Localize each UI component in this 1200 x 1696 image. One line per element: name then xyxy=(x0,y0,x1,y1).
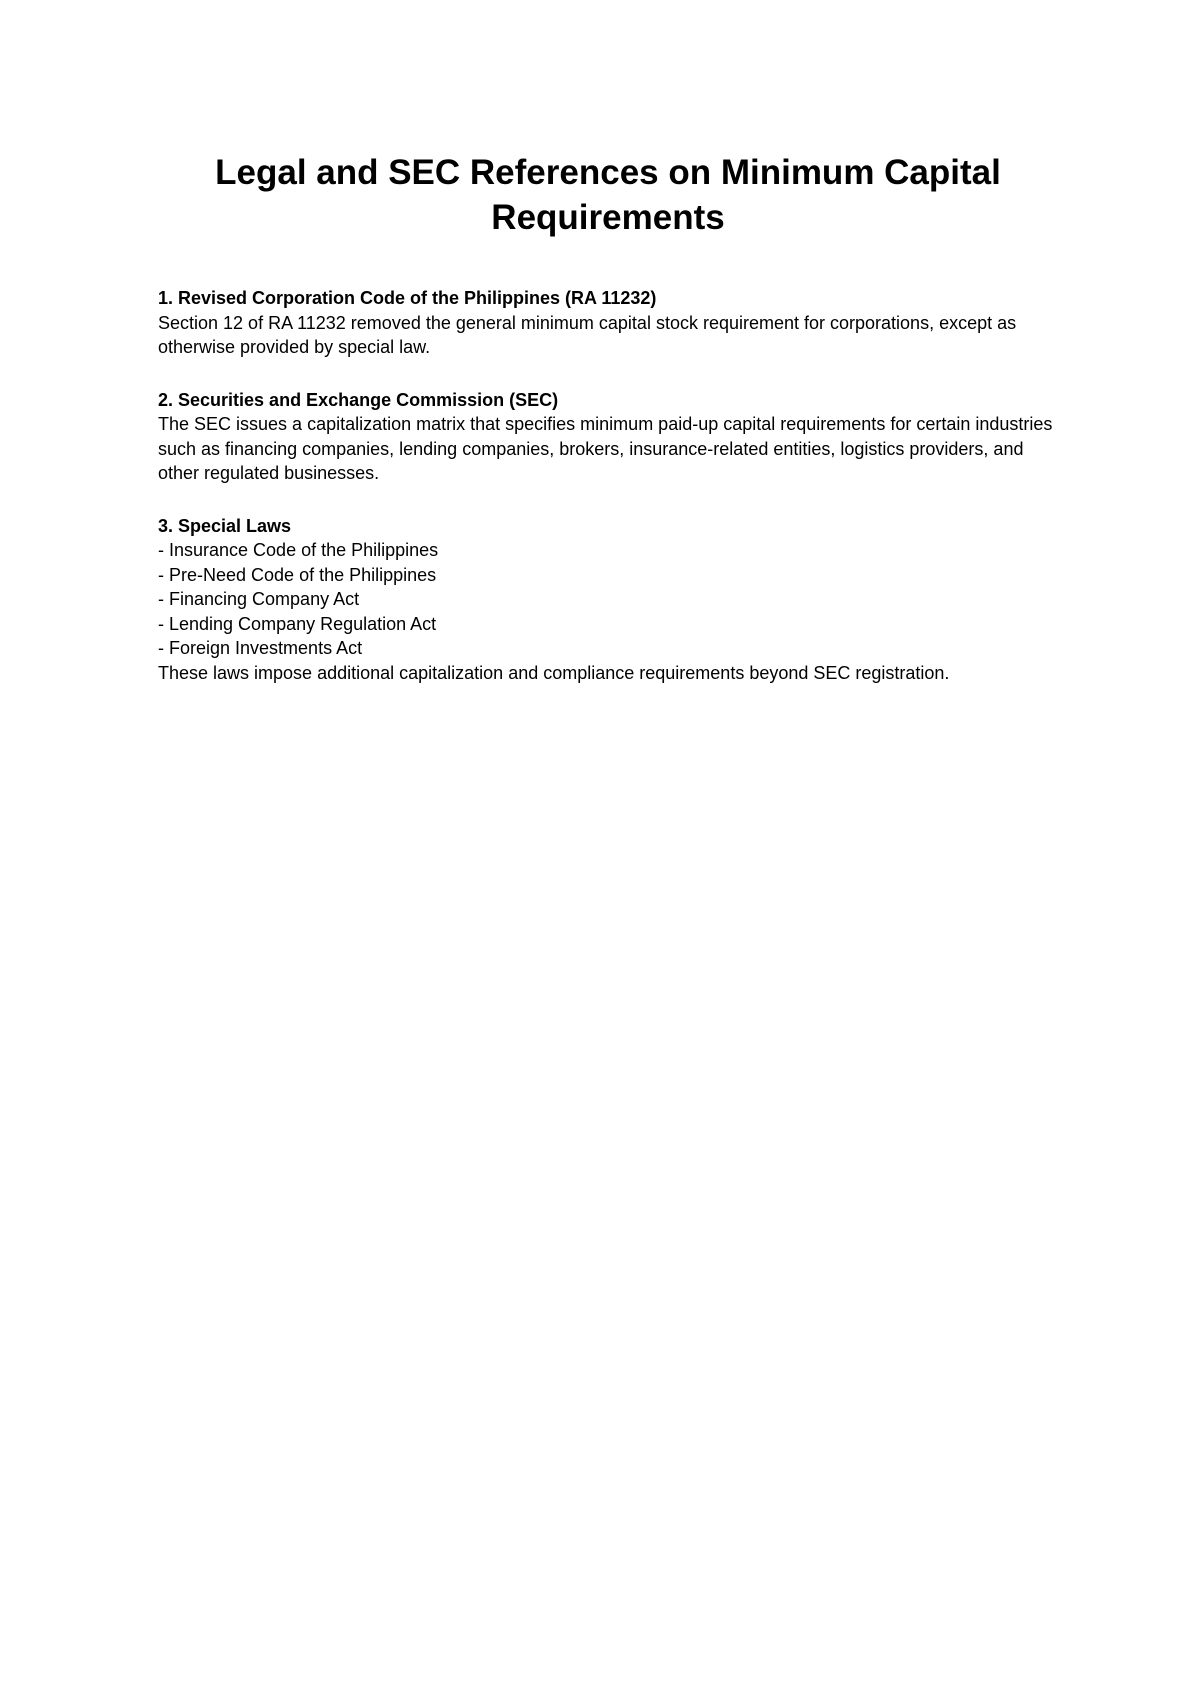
list-item: - Insurance Code of the Philippines xyxy=(158,540,439,560)
list-item: - Lending Company Regulation Act xyxy=(158,613,437,634)
section-body: These laws impose additional capitalization and compliance requirements beyond SEC registration. xyxy=(158,662,950,683)
section-heading: 2. Securities and Exchange Commission (SEC) xyxy=(158,389,559,410)
section-heading: 3. Special Laws xyxy=(158,515,292,536)
list-item: - Financing Company Act xyxy=(158,589,360,609)
list-item: - Foreign Investments Act xyxy=(158,638,363,658)
section-body: Section 12 of RA 11232 removed the general minimum capital stock requirement for corporations, except as otherwise provided by special law. xyxy=(158,312,1017,357)
list-item: - Pre-Need Code of the Philippines xyxy=(158,564,437,585)
section-special-laws xyxy=(158,514,1058,686)
document-title: Legal and SEC References on Minimum Capital Requirements xyxy=(215,153,1001,237)
section-revised-corporation-code xyxy=(158,286,1058,360)
section-body: The SEC issues a capitalization matrix that specifies minimum paid-up capital requirements for certain industries such as financing companies, lending companies, brokers, insurance-related entities, logistics providers, and other regulated businesses. xyxy=(158,414,1053,483)
special-laws-list xyxy=(158,538,1058,661)
section-heading: 1. Revised Corporation Code of the Philippines (RA 11232) xyxy=(158,288,657,308)
section-sec xyxy=(158,388,1058,486)
document-content xyxy=(158,150,1058,713)
